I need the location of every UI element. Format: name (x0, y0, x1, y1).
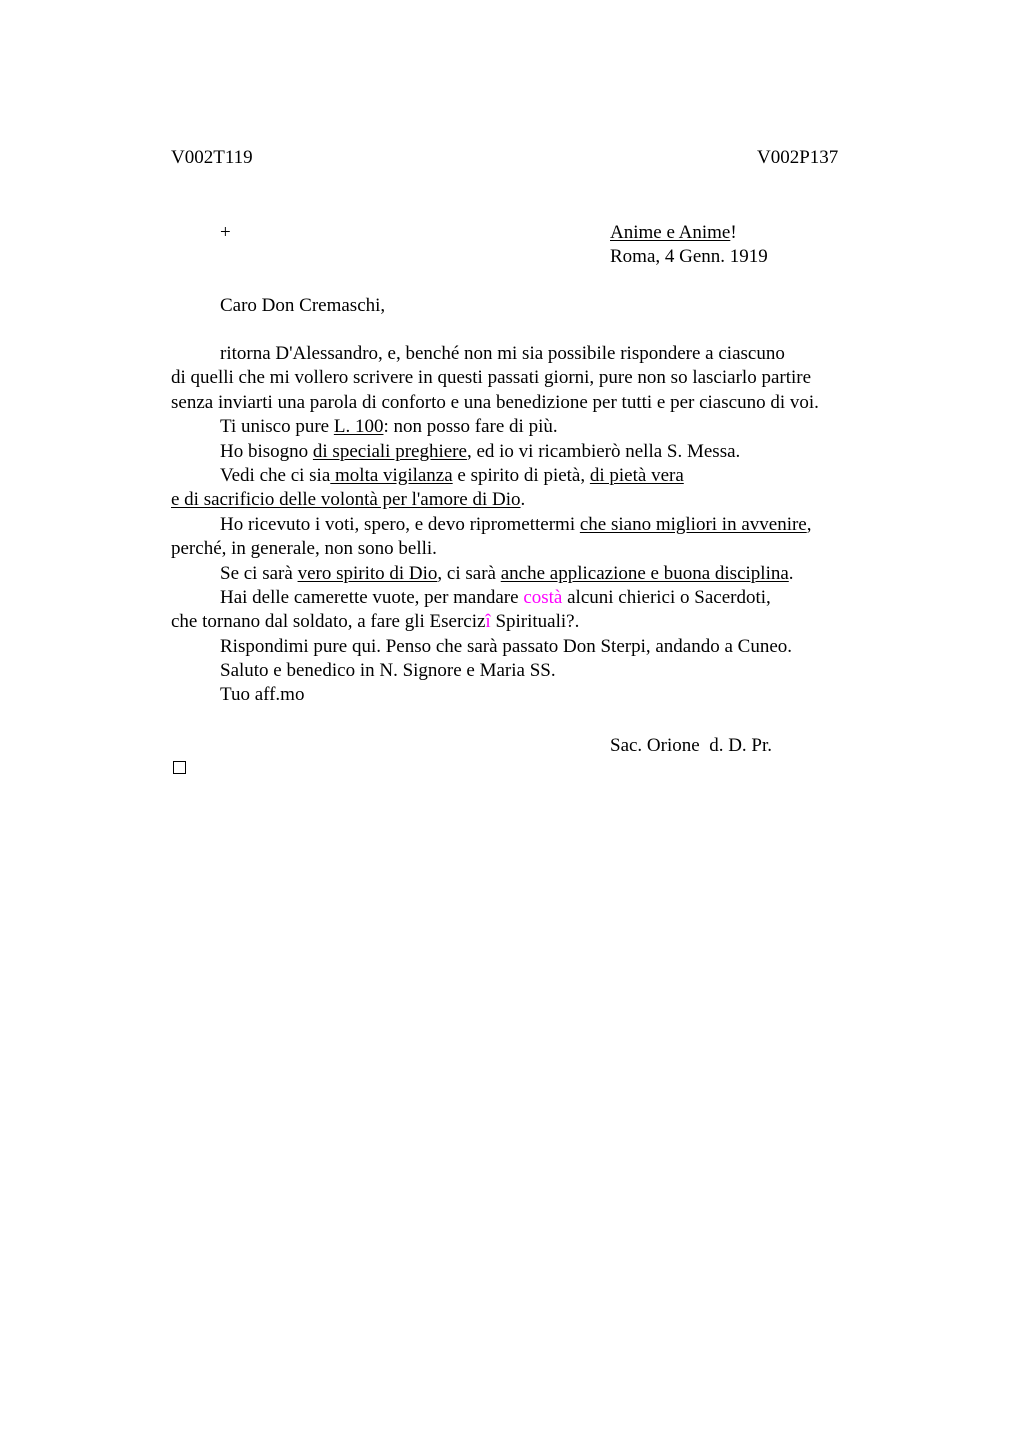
body-line (171, 562, 891, 586)
body-line (171, 610, 891, 634)
letter-motto (610, 221, 737, 245)
body-line: ritorna D'Alessandro, e, benché non mi sia possibile rispondere a ciascuno (220, 343, 785, 364)
text-run: , ed io vi ricambierò nella S. Messa. (466, 440, 741, 462)
text-run: Vedi che ci sia (220, 464, 331, 486)
text-run: alcuni chierici o Sacerdoti, (562, 586, 771, 608)
text-run: : non posso fare di più. (383, 416, 558, 438)
body-line: Rispondimi pure qui. Penso che sarà passato Don Sterpi, andando a Cuneo. (220, 635, 793, 657)
highlighted-run: costà (523, 586, 563, 608)
end-of-document-box-icon (173, 761, 186, 774)
underlined-run: che siano migliori in avvenire (579, 513, 807, 535)
text-run: . (520, 489, 526, 511)
underlined-run: L. 100 (333, 416, 384, 438)
body-line (171, 488, 891, 512)
underlined-run: anche applicazione e buona disciplina (500, 562, 789, 584)
body-line (171, 440, 891, 464)
text-run: e spirito di pietà, (452, 464, 590, 486)
text-run: Ti unisco pure (220, 416, 334, 438)
motto-text: Anime e Anime (610, 222, 731, 243)
underlined-run: vero spirito di Dio (297, 562, 438, 584)
body-line: di quelli che mi vollero scrivere in questi passati giorni, pure non so lasciarlo partire (171, 367, 812, 389)
body-line (171, 464, 891, 488)
text-run: che tornano dal soldato, a fare gli Esercizî (171, 611, 491, 633)
underlined-run: molta vigilanza (330, 464, 453, 486)
underlined-run: e di sacrificio delle volontà per l'amore di Dio (171, 489, 521, 511)
text-run: Spirituali?. (490, 611, 580, 633)
cross-symbol: + (220, 222, 231, 243)
text-run: Ho bisogno (220, 440, 313, 462)
closing-line: Tuo aff.mo (220, 684, 305, 706)
highlighted-char: î (485, 611, 491, 633)
body-line: perché, in generale, non sono belli. (171, 538, 437, 560)
body-line: Saluto e benedico in N. Signore e Maria SS. (220, 660, 556, 682)
volume-code-right: V002P137 (757, 147, 839, 168)
motto-punctuation: ! (730, 222, 737, 243)
volume-code-left: V002T119 (171, 147, 253, 168)
text-run: , (806, 513, 812, 535)
text-run: Hai delle camerette vuote, per mandare (220, 586, 524, 608)
body-line: senza inviarti una parola di conforto e una benedizione per tutti e per ciascuno di voi. (171, 391, 819, 413)
body-line (171, 586, 891, 610)
text-run: . (788, 562, 794, 584)
signature-text: Sac. Orione d. D. Pr. (610, 735, 773, 756)
text-run: Ho ricevuto i voti, spero, e devo ripromettermi (220, 513, 580, 535)
letter-body (171, 342, 891, 708)
body-line (171, 513, 891, 537)
body-line (171, 415, 891, 439)
place-date: Roma, 4 Genn. 1919 (610, 246, 768, 267)
underlined-run: di pietà vera (589, 464, 684, 486)
signature (610, 734, 772, 758)
underlined-run: di speciali preghiere (312, 440, 467, 462)
text-run: , ci sarà (437, 562, 501, 584)
text-run: Se ci sarà (220, 562, 298, 584)
salutation: Caro Don Cremaschi, (220, 295, 386, 316)
